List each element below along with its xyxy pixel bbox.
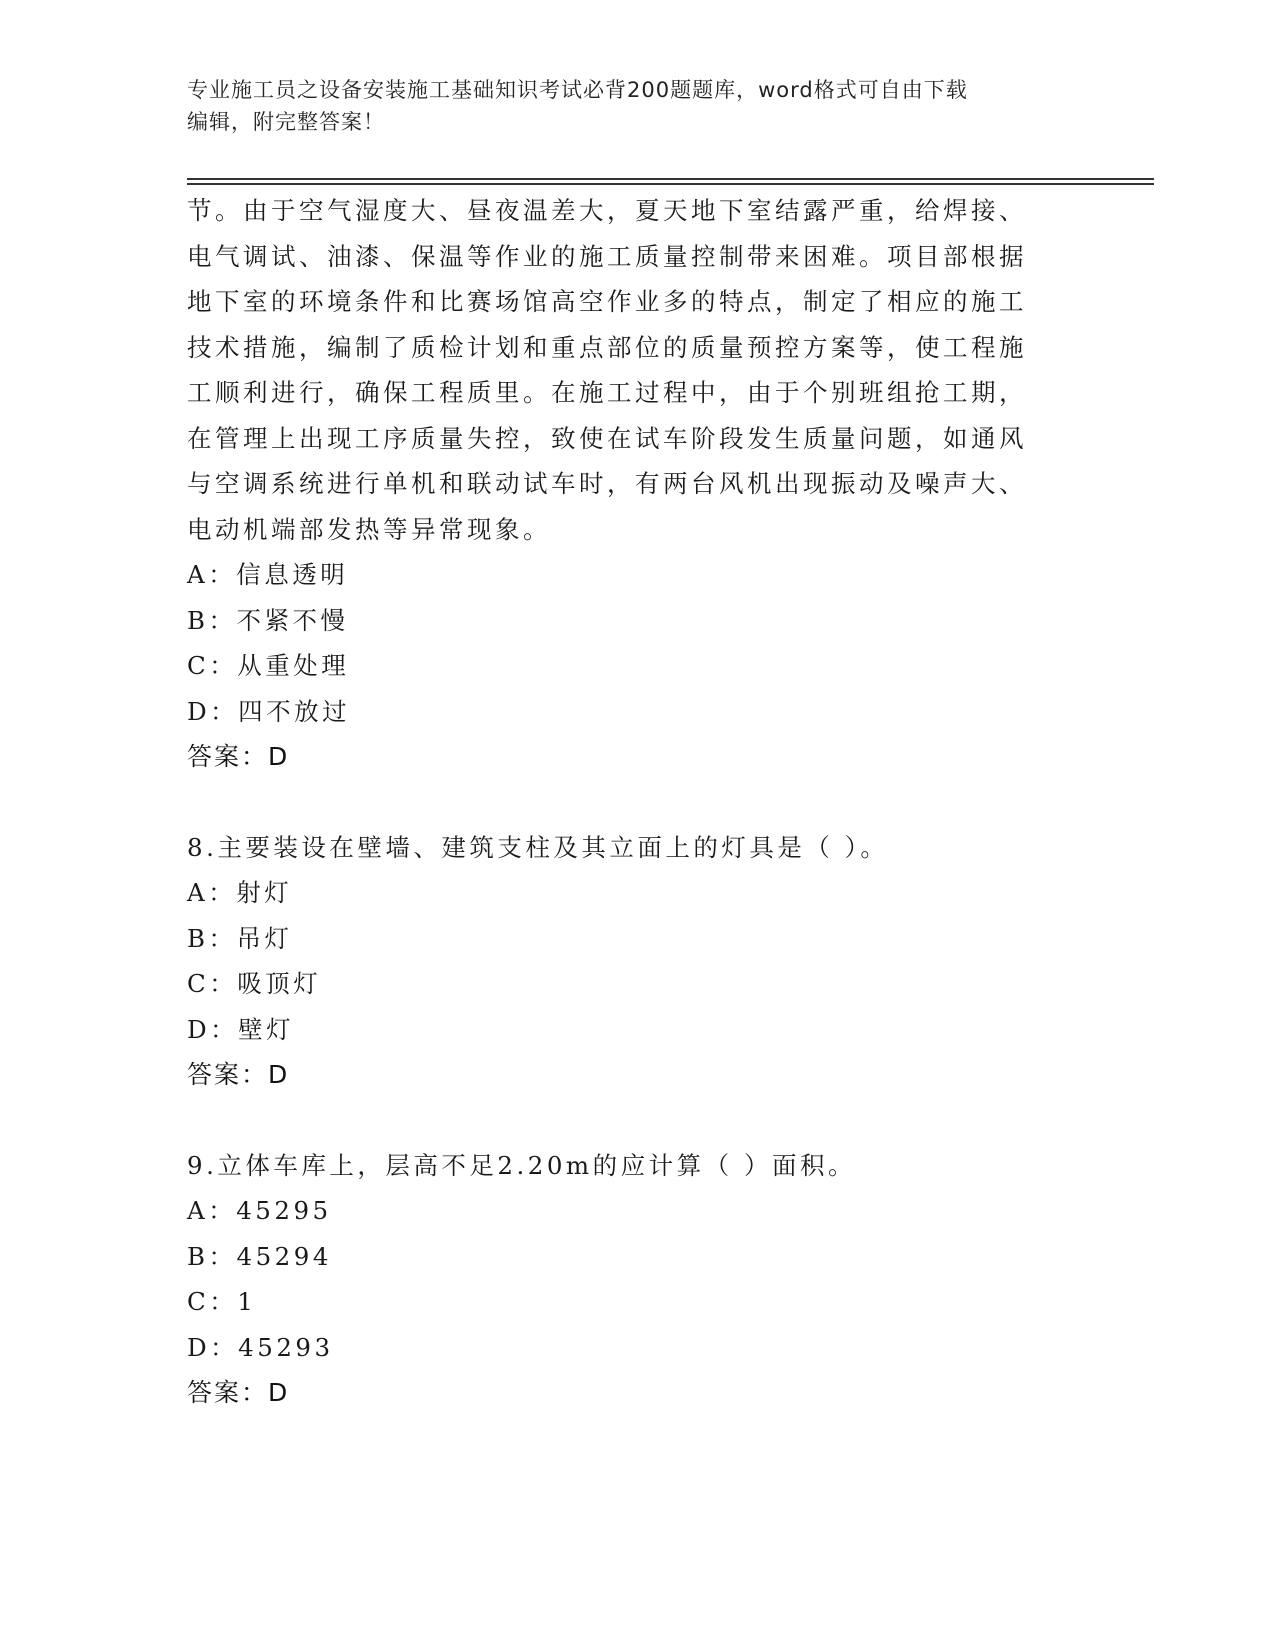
answer: 答案：D bbox=[187, 1060, 290, 1089]
option-d: D：四不放过 bbox=[187, 696, 351, 726]
spacer bbox=[187, 1098, 1087, 1143]
option-b: B：不紧不慢 bbox=[187, 605, 349, 635]
question-9 bbox=[187, 1143, 1087, 1416]
spacer bbox=[187, 780, 1087, 825]
question-text-line: 在管理上出现工序质量失控，致使在试车阶段发生质量问题，如通风 bbox=[187, 423, 1027, 453]
option-c: C：从重处理 bbox=[187, 651, 350, 680]
question-text-line: 与空调系统进行单机和联动试车时，有两台风机出现振动及噪声大、 bbox=[187, 469, 1027, 498]
answer: 答案：D bbox=[187, 1378, 290, 1407]
option-a: A：45295 bbox=[187, 1196, 332, 1225]
question-8 bbox=[187, 825, 1087, 1098]
question-7 bbox=[187, 188, 1087, 780]
option-d: D：45293 bbox=[187, 1332, 334, 1362]
document-header bbox=[187, 74, 1087, 138]
question-text-line: 地下室的环境条件和比赛场馆高空作业多的特点，制定了相应的施工 bbox=[187, 287, 1027, 316]
header-line-2: 编辑，附完整答案！ bbox=[187, 110, 385, 134]
option-a: A：信息透明 bbox=[187, 560, 349, 589]
option-b: B：45294 bbox=[187, 1241, 332, 1271]
answer: 答案：D bbox=[187, 742, 290, 771]
header-divider-bottom bbox=[187, 183, 1154, 185]
option-b: B：吊灯 bbox=[187, 923, 293, 953]
question-text-line: 电动机端部发热等异常现象。 bbox=[187, 514, 551, 544]
document-body bbox=[187, 188, 1087, 1416]
header-line-1: 专业施工员之设备安装施工基础知识考试必背200题题库，word格式可自由下载 bbox=[187, 78, 968, 102]
question-text-line: 技术措施，编制了质检计划和重点部位的质量预控方案等，使工程施 bbox=[187, 332, 1027, 362]
header-divider-top bbox=[187, 178, 1154, 180]
question-text-line: 工顺利进行，确保工程质里。在施工过程中，由于个别班组抢工期， bbox=[187, 378, 1027, 407]
option-a: A：射灯 bbox=[187, 878, 293, 907]
question-text: 9.立体车库上，层高不足2.20m的应计算（ ）面积。 bbox=[187, 1150, 856, 1180]
option-c: C：1 bbox=[187, 1287, 257, 1316]
question-text-line: 电气调试、油漆、保温等作业的施工质量控制带来困难。项目部根据 bbox=[187, 241, 1027, 271]
question-text-line: 节。由于空气湿度大、昼夜温差大，夏天地下室结露严重，给焊接、 bbox=[187, 196, 1027, 225]
option-c: C：吸顶灯 bbox=[187, 969, 322, 998]
option-d: D：壁灯 bbox=[187, 1014, 295, 1044]
question-text: 8.主要装设在壁墙、建筑支柱及其立面上的灯具是（ ）。 bbox=[187, 832, 889, 862]
